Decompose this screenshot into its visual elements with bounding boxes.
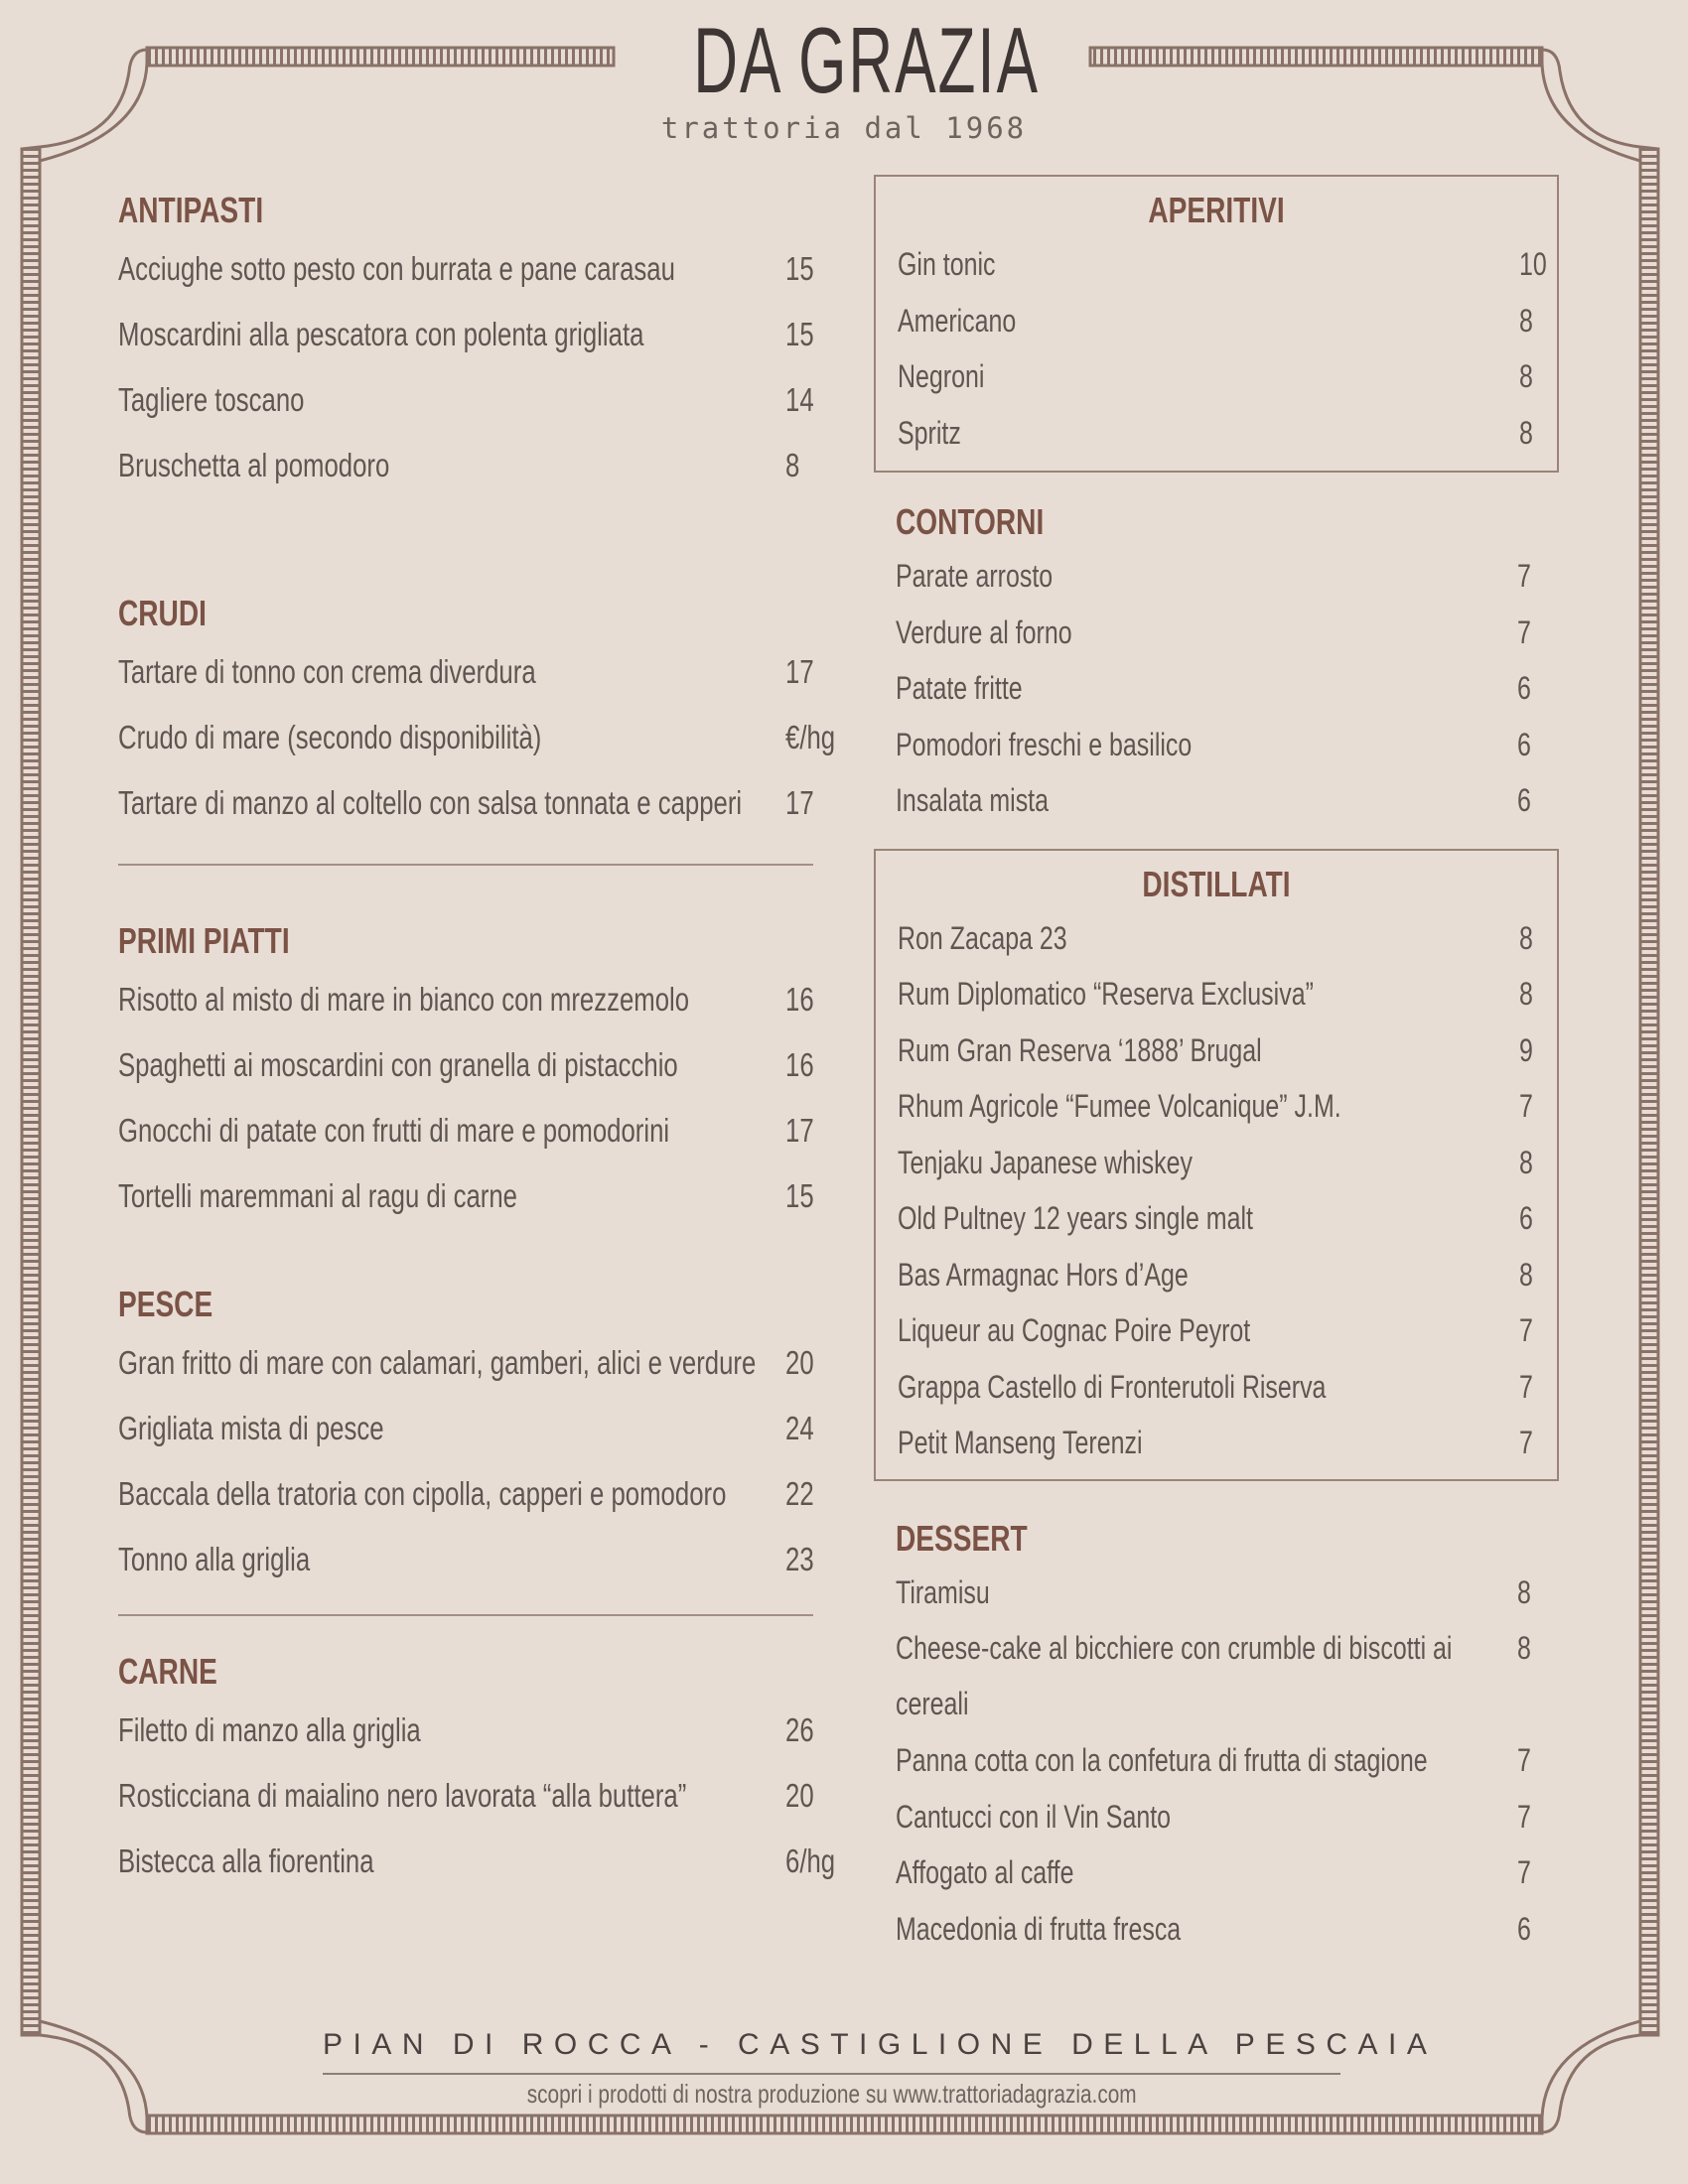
item-name: Rosticciana di maialino nero lavorata “alla buttera” bbox=[118, 1777, 687, 1814]
item-name: Liqueur au Cognac Poire Peyrot bbox=[898, 1312, 1251, 1348]
menu-item bbox=[118, 770, 853, 836]
item-name: Gin tonic bbox=[898, 246, 996, 282]
item-price: 7 bbox=[1519, 1368, 1533, 1405]
footer-note-text: scopri i prodotti di nostra produzione su www.trattoriadagrazia.com bbox=[526, 2079, 1137, 2109]
item-price: 20 bbox=[785, 1344, 814, 1381]
item-price: 17 bbox=[785, 1112, 814, 1149]
section-carne bbox=[118, 1646, 853, 1894]
item-price: 8 bbox=[1517, 1573, 1531, 1610]
section-antipasti bbox=[118, 185, 853, 498]
item-price: 15 bbox=[785, 250, 814, 287]
item-name: Bruschetta al pomodoro bbox=[118, 447, 390, 483]
menu-item bbox=[118, 1763, 853, 1829]
menu-item bbox=[876, 966, 1557, 1023]
item-price: 8 bbox=[1519, 919, 1533, 956]
item-price: 23 bbox=[785, 1541, 814, 1577]
menu-left-column bbox=[118, 185, 853, 1894]
menu-item bbox=[874, 1732, 1559, 1789]
menu-item bbox=[118, 1829, 853, 1894]
menu-item bbox=[874, 1789, 1559, 1845]
menu-item bbox=[876, 405, 1557, 462]
item-price: 14 bbox=[785, 381, 814, 418]
item-price: 16 bbox=[785, 1046, 814, 1083]
item-name: Bistecca alla fiorentina bbox=[118, 1843, 374, 1879]
section-heading: CONTORNI bbox=[896, 501, 1045, 542]
item-price: €/hg bbox=[785, 719, 836, 755]
item-price: 10 bbox=[1519, 246, 1547, 282]
menu-item bbox=[874, 772, 1559, 829]
item-name: Rhum Agricole “Fumee Volcanique” J.M. bbox=[898, 1088, 1341, 1124]
menu-item bbox=[118, 1698, 853, 1763]
item-name: Tenjaku Japanese whiskey bbox=[898, 1144, 1193, 1180]
menu-item bbox=[876, 1190, 1557, 1247]
item-name: Patate fritte bbox=[896, 670, 1023, 706]
brand-header bbox=[616, 8, 1072, 145]
item-price: 6/hg bbox=[785, 1843, 836, 1879]
item-name: Spritz bbox=[898, 414, 961, 451]
item-name: Spaghetti ai moscardini con granella di pistacchio bbox=[118, 1046, 678, 1083]
menu-item bbox=[118, 1330, 853, 1396]
item-name: Gran fritto di mare con calamari, gamberi, alici e verdure bbox=[118, 1344, 757, 1381]
menu-item bbox=[876, 1359, 1557, 1416]
menu-item bbox=[118, 967, 853, 1032]
section-crudi bbox=[118, 588, 853, 836]
section-contorni bbox=[874, 496, 1559, 829]
menu-item bbox=[118, 302, 853, 367]
item-name: Rum Gran Reserva ‘1888’ Brugal bbox=[898, 1031, 1262, 1068]
section-heading: PESCE bbox=[118, 1284, 213, 1324]
item-price: 16 bbox=[785, 981, 814, 1018]
item-name: Pomodori freschi e basilico bbox=[896, 726, 1193, 762]
item-price: 9 bbox=[1519, 1031, 1533, 1068]
item-name: Parate arrosto bbox=[896, 558, 1054, 594]
menu-item bbox=[876, 1135, 1557, 1191]
menu-item bbox=[876, 1302, 1557, 1359]
menu-item bbox=[118, 236, 853, 302]
menu-item bbox=[118, 1527, 853, 1592]
menu-item bbox=[874, 717, 1559, 773]
item-name: Cantucci con il Vin Santo bbox=[896, 1798, 1172, 1835]
item-price: 6 bbox=[1519, 1200, 1533, 1236]
item-name: Negroni bbox=[898, 358, 985, 394]
section-heading: ANTIPASTI bbox=[118, 190, 264, 230]
menu-right-column bbox=[874, 175, 1559, 1957]
item-name: Cheese-cake al bicchiere con crumble di biscotti ai cereali bbox=[896, 1630, 1453, 1721]
item-name: Moscardini alla pescatora con polenta grigliata bbox=[118, 316, 644, 352]
item-price: 7 bbox=[1517, 1854, 1531, 1890]
item-price: 6 bbox=[1517, 726, 1531, 762]
item-name: Bas Armagnac Hors d’Age bbox=[898, 1256, 1189, 1293]
menu-item bbox=[118, 1163, 853, 1229]
item-name: Ron Zacapa 23 bbox=[898, 919, 1067, 956]
section-distillati bbox=[874, 849, 1559, 1481]
footer-note[interactable] bbox=[323, 2075, 1340, 2113]
menu-item bbox=[118, 367, 853, 433]
footer-location: PIAN DI ROCCA - CASTIGLIONE DELLA PESCAIA bbox=[323, 2028, 1438, 2061]
item-name: Filetto di manzo alla griglia bbox=[118, 1711, 421, 1748]
section-heading: DISTILLATI bbox=[1142, 863, 1291, 904]
item-name: Tagliere toscano bbox=[118, 381, 305, 418]
menu-item bbox=[874, 605, 1559, 661]
restaurant-name: DA GRAZIA bbox=[693, 8, 1040, 112]
item-price: 17 bbox=[785, 784, 814, 821]
item-name: Verdure al forno bbox=[896, 614, 1072, 650]
item-price: 7 bbox=[1519, 1088, 1533, 1124]
item-price: 7 bbox=[1517, 1798, 1531, 1835]
item-name: Petit Manseng Terenzi bbox=[898, 1425, 1143, 1460]
item-name: Insalata mista bbox=[896, 782, 1049, 818]
item-name: Tartare di manzo al coltello con salsa tonnata e capperi bbox=[118, 784, 743, 821]
section-heading: CARNE bbox=[118, 1651, 217, 1692]
menu-item bbox=[874, 1901, 1559, 1958]
item-price: 15 bbox=[785, 1177, 814, 1214]
item-price: 20 bbox=[785, 1777, 814, 1814]
item-price: 24 bbox=[785, 1410, 814, 1446]
item-price: 8 bbox=[1519, 302, 1533, 339]
item-name: Gnocchi di patate con frutti di mare e pomodorini bbox=[118, 1112, 670, 1149]
restaurant-tagline: trattoria dal 1968 bbox=[660, 111, 1028, 145]
item-name: Tortelli maremmani al ragu di carne bbox=[118, 1177, 517, 1214]
item-name: Baccala della tratoria con cipolla, capperi e pomodoro bbox=[118, 1475, 727, 1512]
item-price: 8 bbox=[1519, 1144, 1533, 1180]
menu-item bbox=[118, 1098, 853, 1163]
item-name: Grigliata mista di pesce bbox=[118, 1410, 384, 1446]
menu-item bbox=[118, 1396, 853, 1461]
item-price: 6 bbox=[1517, 782, 1531, 818]
section-heading: APERITIVI bbox=[1148, 190, 1285, 230]
item-price: 7 bbox=[1519, 1425, 1533, 1460]
item-price: 26 bbox=[785, 1711, 814, 1748]
menu-item bbox=[874, 1620, 1559, 1732]
menu-item bbox=[118, 705, 853, 770]
menu-item bbox=[876, 910, 1557, 967]
item-price: 22 bbox=[785, 1475, 814, 1512]
section-aperitivi bbox=[874, 175, 1559, 473]
menu-item bbox=[874, 660, 1559, 717]
menu-item bbox=[118, 639, 853, 705]
menu-item bbox=[118, 1461, 853, 1527]
item-name: Crudo di mare (secondo disponibilità) bbox=[118, 719, 542, 755]
section-heading: CRUDI bbox=[118, 593, 207, 633]
item-name: Tonno alla griglia bbox=[118, 1541, 311, 1577]
menu-item bbox=[118, 433, 853, 498]
item-name: Old Pultney 12 years single malt bbox=[898, 1200, 1253, 1236]
menu-item bbox=[876, 1078, 1557, 1135]
section-dessert bbox=[874, 1513, 1559, 1958]
menu-item bbox=[874, 548, 1559, 605]
item-price: 8 bbox=[1517, 1630, 1531, 1666]
item-price: 7 bbox=[1517, 614, 1531, 650]
item-price: 6 bbox=[1517, 1910, 1531, 1947]
item-name: Tiramisu bbox=[896, 1573, 990, 1610]
item-name: Risotto al misto di mare in bianco con mrezzemolo bbox=[118, 981, 690, 1018]
item-price: 7 bbox=[1517, 1742, 1531, 1778]
item-price: 15 bbox=[785, 316, 814, 352]
menu-item bbox=[876, 348, 1557, 405]
menu-item bbox=[876, 236, 1557, 293]
menu-item bbox=[876, 1247, 1557, 1303]
menu-item bbox=[874, 1565, 1559, 1621]
item-price: 17 bbox=[785, 653, 814, 690]
item-name: Grappa Castello di Fronterutoli Riserva bbox=[898, 1368, 1327, 1405]
item-price: 6 bbox=[1517, 670, 1531, 706]
item-price: 8 bbox=[1519, 976, 1533, 1012]
item-price: 7 bbox=[1519, 1312, 1533, 1348]
menu-item bbox=[874, 1844, 1559, 1901]
item-price: 8 bbox=[1519, 1256, 1533, 1293]
item-name: Macedonia di frutta fresca bbox=[896, 1910, 1182, 1947]
section-heading: DESSERT bbox=[896, 1517, 1028, 1559]
item-name: Panna cotta con la confetura di frutta di stagione bbox=[896, 1742, 1428, 1778]
menu-item bbox=[876, 1415, 1557, 1471]
menu-item bbox=[876, 293, 1557, 349]
item-name: Rum Diplomatico “Reserva Exclusiva” bbox=[898, 976, 1314, 1012]
menu-item bbox=[118, 1032, 853, 1098]
item-price: 8 bbox=[1519, 414, 1533, 451]
section-heading: PRIMI PIATTI bbox=[118, 920, 290, 961]
item-name: Acciughe sotto pesto con burrata e pane carasau bbox=[118, 250, 675, 287]
item-price: 8 bbox=[1519, 358, 1533, 394]
item-price: 7 bbox=[1517, 558, 1531, 594]
item-name: Americano bbox=[898, 302, 1017, 339]
item-name: Tartare di tonno con crema diverdura bbox=[118, 653, 536, 690]
section-primi-piatti bbox=[118, 915, 853, 1229]
section-pesce bbox=[118, 1279, 853, 1592]
menu-item bbox=[876, 1023, 1557, 1079]
item-name: Affogato al caffe bbox=[896, 1854, 1074, 1890]
item-price: 8 bbox=[785, 447, 800, 483]
